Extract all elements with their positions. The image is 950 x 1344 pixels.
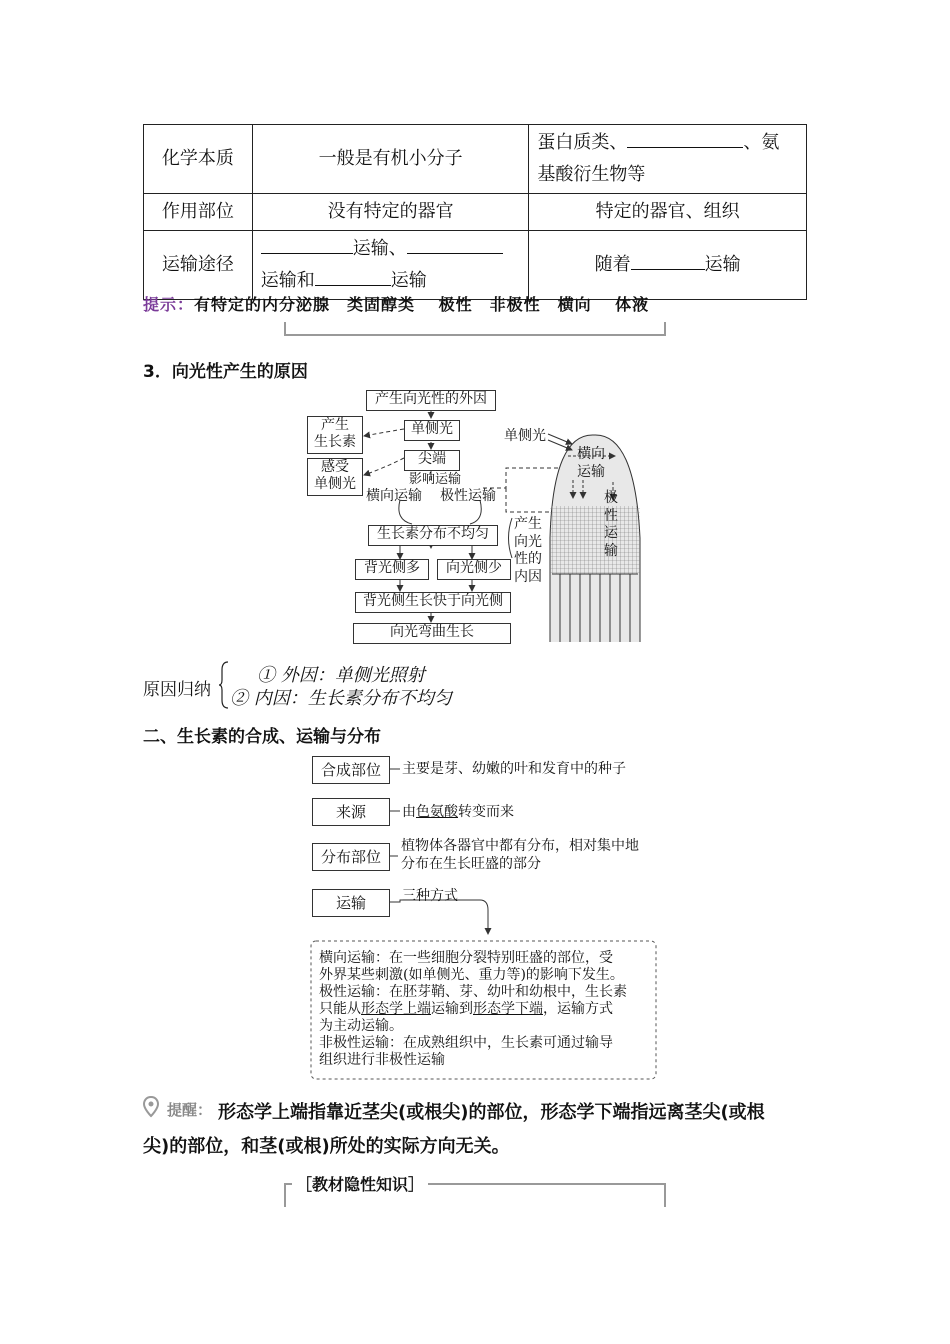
diagram-label: 极性运输 [440,488,496,504]
diagram-label: 极 性 运 输 [604,490,618,559]
table-row [144,231,807,300]
phototropism-diagram [300,388,650,646]
reminder-text: 尖)的部位，和茎(或根)所处的实际方向无关。 [143,1136,510,1157]
table-cell: 运输途径 [144,231,253,300]
summary-item: ① 外因：单侧光照射 [257,665,425,686]
table-cell: 特定的器官、组织 [529,194,807,231]
diagram-box: 单侧光 [404,420,460,441]
diagram-box: 产生向光性的外因 [366,390,496,411]
knowledge-title: ［教材隐性知识］ [292,1172,428,1195]
flow-box: 合成部位 [312,756,390,784]
fill-blank[interactable] [407,233,503,254]
table-cell: 运输、 运输和 运输 [252,231,529,300]
diagram-box: 尖端 [404,450,460,471]
section-heading: 二、生长素的合成、运输与分布 [143,727,381,747]
flow-box: 分布部位 [312,843,390,871]
flow-text: 主要是芽、幼嫩的叶和发育中的种子 [402,761,626,777]
diagram-label: 横向运输 [366,488,422,504]
diagram-box: 背光侧生长快于向光侧 [355,592,511,613]
section-heading: 3．向光性产生的原因 [143,362,308,382]
table-cell: 作用部位 [144,194,253,231]
diagram-label: 影响运输 [409,472,462,487]
table-cell: 一般是有机小分子 [252,125,529,194]
fill-blank[interactable] [627,127,743,148]
answer-hint: 提示：有特定的内分泌腺 类固醇类 极性 非极性 横向 体液 [143,295,650,314]
flow-text: 由色氨酸转变而来 [402,804,514,820]
flow-text: 植物体各器官中都有分布，相对集中地 分布在生长旺盛的部分 [401,838,639,872]
section-bracket [284,322,666,336]
fill-blank[interactable] [631,249,705,270]
diagram-label: 横向 运输 [577,446,605,480]
flow-box: 运输 [312,889,390,917]
transport-detail: 横向运输：在一些细胞分裂特别旺盛的部位，受 外界某些刺激(如单侧光、重力等)的影响下发生。 极性运输：在胚芽鞘、芽、幼叶和幼根中，生长素 只能从形态学上端运输到形态学下端，运输方式 为主动运输。 非极性运输：在成熟组织中，生长素可通过输导 组织进行非极性运输 [319,950,627,1068]
table-cell: 蛋白质类、 、氨 基酸衍生物等 [529,125,807,194]
reminder-label: 提醒： [167,1101,213,1119]
reminder-text: 形态学上端指靠近茎尖(或根尖)的部位，形态学下端指远离茎尖(或根 [218,1102,765,1123]
brace-icon [218,660,230,710]
diagram-box: 背光侧多 [355,559,429,580]
table-cell: 没有特定的器官 [252,194,529,231]
flow-box: 来源 [312,798,390,826]
fill-blank[interactable] [315,265,391,286]
table-row [144,194,807,231]
diagram-box: 产生 生长素 [307,416,363,454]
summary-item: ② 内因：生长素分布不均匀 [230,688,452,709]
diagram-box: 生长素分布不均匀 [368,525,498,546]
table-cell: 化学本质 [144,125,253,194]
diagram-label: 产生 向光 性的 内因 [514,516,542,585]
table-cell: 随着 运输 [529,231,807,300]
table-row [144,125,807,194]
flow-text: 三种方式 [402,888,458,904]
comparison-table [143,124,807,300]
location-pin-icon [143,1096,159,1118]
fill-blank[interactable] [261,233,353,254]
diagram-box: 向光弯曲生长 [353,623,511,644]
diagram-box: 感受 单侧光 [307,458,363,496]
summary-label: 原因归纳 [143,680,211,700]
diagram-label: 单侧光 [504,428,546,444]
diagram-box: 向光侧少 [437,559,511,580]
